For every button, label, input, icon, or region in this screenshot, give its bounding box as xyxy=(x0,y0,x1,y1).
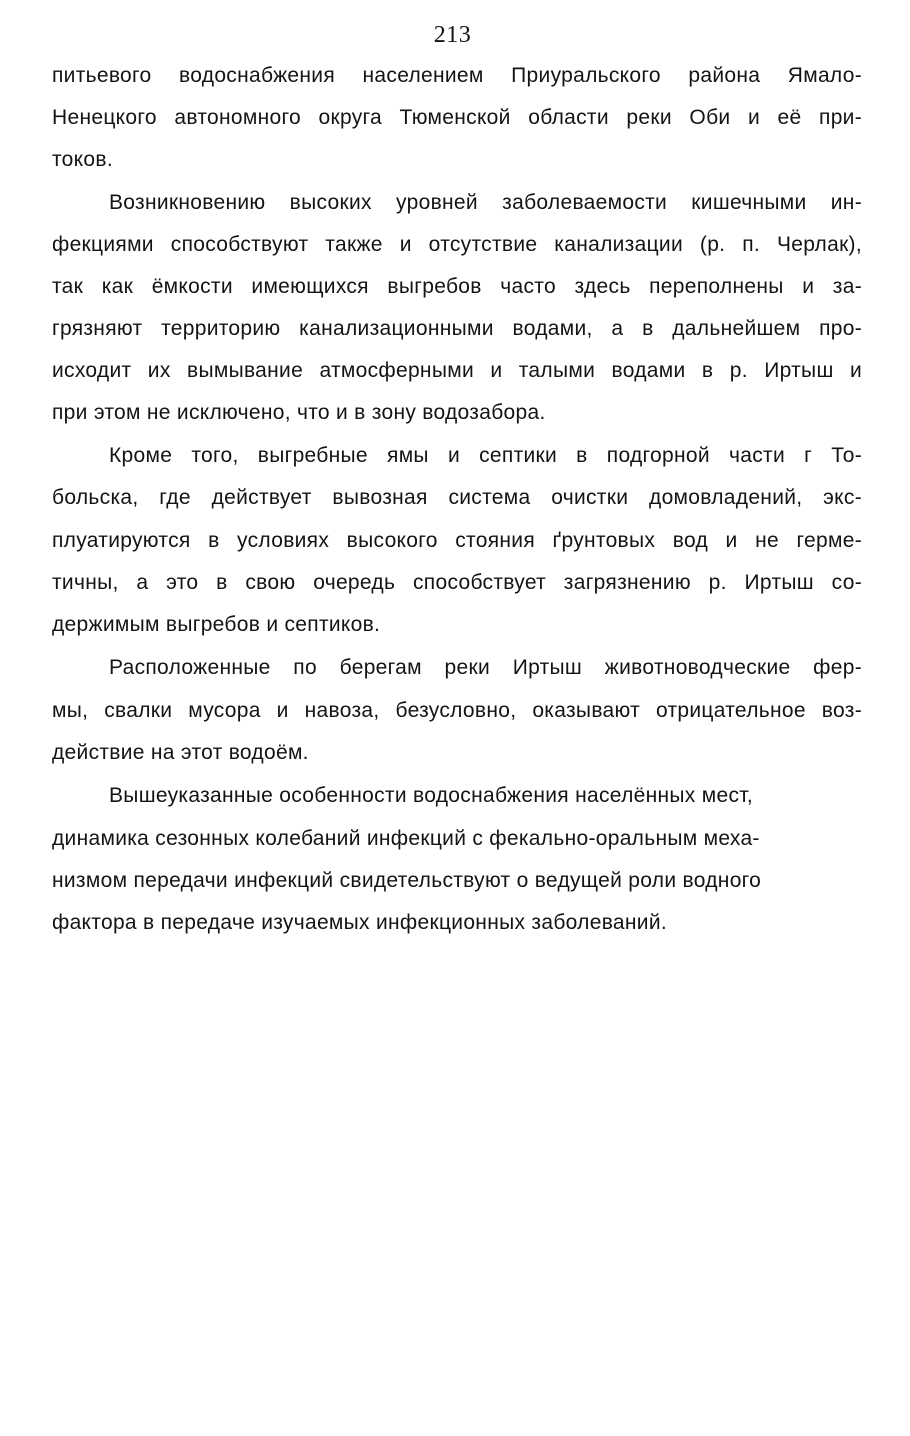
text-line-1: питьевого водоснабжения населением Приуральского района Ямало- xyxy=(52,64,862,87)
text-line-14: держимым выгребов и септиков. xyxy=(52,613,381,636)
page-number: 213 xyxy=(433,22,472,48)
text-line-5: фекциями способствуют также и отсутствие канализации (р. п. Черлак), xyxy=(52,233,862,256)
text-line-7: грязняют территорию канализационными водами, а в дальнейшем про- xyxy=(52,317,862,340)
text-line-21: фактора в передаче изучаемых инфекционных заболеваний. xyxy=(52,911,667,934)
text-line-17: действие на этот водоём. xyxy=(52,741,309,764)
text-line-6: так как ёмкости имеющихся выгребов часто здесь переполнены и за- xyxy=(52,275,862,298)
text-line-2: Ненецкого автономного округа Тюменской области реки Оби и её при- xyxy=(52,106,862,129)
text-line-11: больска, где действует вывозная система очистки домовладений, экс- xyxy=(52,486,862,509)
text-line-19: динамика сезонных колебаний инфекций с фекально-оральным меха- xyxy=(52,827,760,850)
text-line-18: Вышеуказанные особенности водоснабжения населённых мест, xyxy=(109,784,753,807)
text-line-13: тичны, а это в свою очередь способствует загрязнению р. Иртыш со- xyxy=(52,571,862,594)
text-line-4: Возникновению высоких уровней заболеваемости кишечными ин- xyxy=(109,191,862,214)
text-line-20: низмом передачи инфекций свидетельствуют о ведущей роли водного xyxy=(52,869,762,892)
text-line-8: исходит их вымывание атмосферными и талыми водами в р. Иртыш и xyxy=(52,359,862,382)
text-line-3: токов. xyxy=(52,148,113,171)
text-line-10: Кроме того, выгребные ямы и септики в подгорной части г То- xyxy=(109,444,862,467)
text-line-16: мы, свалки мусора и навоза, безусловно, оказывают отрицательное воз- xyxy=(52,699,862,722)
text-line-15: Расположенные по берегам реки Иртыш животноводческие фер- xyxy=(109,656,862,679)
text-line-12: плуатируются в условиях высокого стояния ґрунтовых вод и не герме- xyxy=(52,529,862,552)
text-line-9: при этом не исключено, что и в зону водозабора. xyxy=(52,401,546,424)
